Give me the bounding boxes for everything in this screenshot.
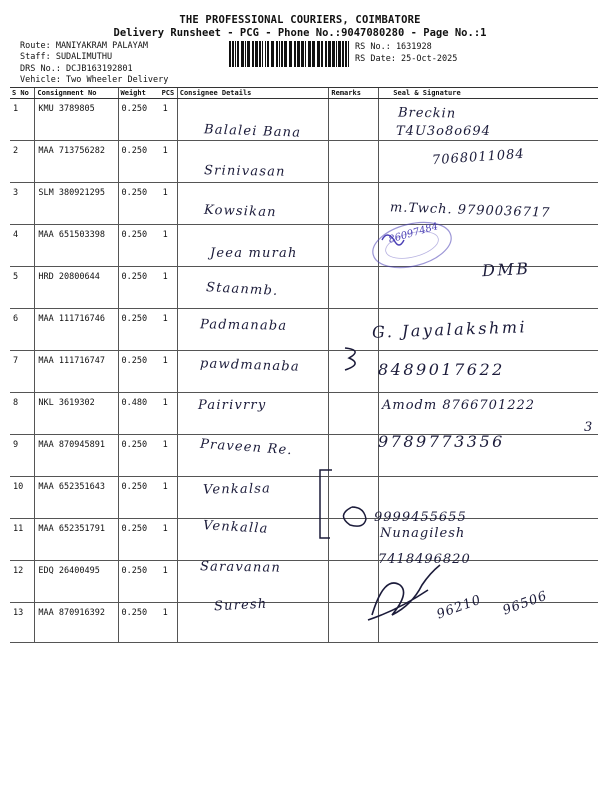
row-weight: 0.250 (118, 141, 160, 183)
row-consignment-no: MAA 870916392 (35, 603, 118, 643)
row-consignment-no: MAA 713756282 (35, 141, 118, 183)
row-sno: 3 (10, 183, 35, 225)
row-consignment-no: SLM 380921295 (35, 183, 118, 225)
consignee-name-handwritten: Praveen Re. (199, 436, 294, 459)
col-consignment: Consignment No (35, 88, 118, 99)
row-weight: 0.250 (118, 519, 160, 561)
col-remarks: Remarks (329, 88, 379, 99)
remarks-arrow-mark (345, 348, 355, 370)
row13-scrawl (368, 565, 440, 620)
row-consignment-no: MAA 652351791 (35, 519, 118, 561)
col-seal: Seal & Signature (379, 88, 598, 99)
row-pcs: 1 (160, 351, 178, 393)
row-weight: 0.250 (118, 99, 160, 141)
receiver-signature: m.Twch. 9790036717 (389, 200, 551, 221)
row-weight: 0.250 (118, 267, 160, 309)
row-pcs: 1 (160, 183, 178, 225)
receiver-signature: G. Jayalakshmi (371, 317, 528, 342)
row-pcs: 1 (160, 435, 178, 477)
row-sno: 13 (10, 603, 35, 643)
consignee-name-handwritten: Venkalsa (202, 481, 272, 498)
col-weight: Weight (118, 88, 160, 99)
consignee-name-handwritten: Balalei Bana (203, 122, 302, 141)
receiver-signature: 9789773356 (378, 432, 505, 451)
row-pcs: 1 (160, 267, 178, 309)
consignee-name-handwritten: Suresh (213, 596, 268, 615)
row-sno: 1 (10, 99, 35, 141)
consignee-name-handwritten: Kowsikan (203, 202, 277, 221)
remarks-brace (320, 470, 332, 538)
document-subtitle: Delivery Runsheet - PCG - Phone No.:9047080280 - Page No.:1 (113, 27, 487, 39)
row-sno: 2 (10, 141, 35, 183)
receiver-signature-extra: Nunagilesh (380, 526, 466, 541)
row-pcs: 1 (160, 477, 178, 519)
consignee-name-handwritten: Staanmb. (205, 280, 279, 299)
row-sno: 12 (10, 561, 35, 603)
row-sno: 7 (10, 351, 35, 393)
consignee-name-handwritten: Padmanaba (199, 317, 288, 334)
document-title: THE PROFESSIONAL COURIERS, COIMBATORE (179, 14, 421, 26)
consignee-name-handwritten: Venkalla (202, 518, 269, 537)
staff-line: Staff: SUDALIMUTHU (20, 52, 113, 62)
office-stamp (368, 215, 456, 275)
row-consignment-no: MAA 111716746 (35, 309, 118, 351)
row-weight: 0.250 (118, 435, 160, 477)
receiver-signature: Amodm 8766701222 (382, 398, 536, 413)
col-sno: S No (10, 88, 35, 99)
consignee-name-handwritten: pawdmanaba (199, 356, 301, 375)
row-consignment-no: KMU 3789805 (35, 99, 118, 141)
row-weight: 0.250 (118, 477, 160, 519)
row-weight: 0.480 (118, 393, 160, 435)
stamp-text: 86097484 (387, 221, 440, 246)
row-consignment-no: MAA 870945891 (35, 435, 118, 477)
row-weight: 0.250 (118, 351, 160, 393)
row-pcs: 1 (160, 561, 178, 603)
col-consignee: Consignee Details (177, 88, 329, 99)
consignee-name-handwritten: Srinivasan (203, 163, 286, 180)
row-sno: 5 (10, 267, 35, 309)
row-sno: 11 (10, 519, 35, 561)
receiver-signature-extra: 3 (584, 420, 594, 435)
row-sno: 10 (10, 477, 35, 519)
row-weight: 0.250 (118, 603, 160, 643)
row-sno: 6 (10, 309, 35, 351)
row-weight: 0.250 (118, 309, 160, 351)
consignee-name-handwritten: Jeea murah (210, 246, 298, 261)
row-pcs: 1 (160, 99, 178, 141)
rs-date: RS Date: 25-Oct-2025 (355, 54, 458, 64)
row-consignment-no: MAA 651503398 (35, 225, 118, 267)
row-pcs: 1 (160, 603, 178, 643)
receiver-signature: 7068011084 (431, 146, 526, 169)
vehicle-line: Vehicle: Two Wheeler Delivery (20, 75, 169, 85)
row-pcs: 1 (160, 225, 178, 267)
row-weight: 0.250 (118, 561, 160, 603)
row-pcs: 1 (160, 393, 178, 435)
row-pcs: 1 (160, 141, 178, 183)
row-sno: 8 (10, 393, 35, 435)
drs-line: DRS No.: DCJB163192801 (20, 64, 133, 74)
row-consignment-no: NKL 3619302 (35, 393, 118, 435)
consignee-name-handwritten: Pairivrry (198, 398, 267, 413)
receiver-signature: Breckin (397, 105, 457, 122)
row-pcs: 1 (160, 519, 178, 561)
route-line: Route: MANIYAKRAM PALAYAM (20, 41, 148, 51)
receiver-signature: 8489017622 (378, 360, 505, 379)
row-consignment-no: MAA 652351643 (35, 477, 118, 519)
row-sno: 4 (10, 225, 35, 267)
row-sno: 9 (10, 435, 35, 477)
row-consignment-no: MAA 111716747 (35, 351, 118, 393)
row-consignment-no: EDQ 26400495 (35, 561, 118, 603)
col-pcs: PCS (160, 88, 178, 99)
consignee-name-handwritten: Saravanan (199, 559, 282, 576)
row-weight: 0.250 (118, 183, 160, 225)
receiver-signature: 9999455655 (374, 510, 467, 525)
row-consignment-no: HRD 20800644 (35, 267, 118, 309)
row-pcs: 1 (160, 309, 178, 351)
remarks-loop-mark (343, 507, 366, 526)
receiver-signature: 96210 (434, 592, 484, 623)
receiver-signature: DMB (481, 258, 531, 281)
receiver-signature: 7418496820 (378, 552, 471, 567)
rs-number: RS No.: 1631928 (355, 42, 432, 52)
receiver-signature-extra: 96506 (500, 588, 550, 619)
receiver-signature-extra: T4U3o8o694 (396, 124, 491, 139)
row-weight: 0.250 (118, 225, 160, 267)
